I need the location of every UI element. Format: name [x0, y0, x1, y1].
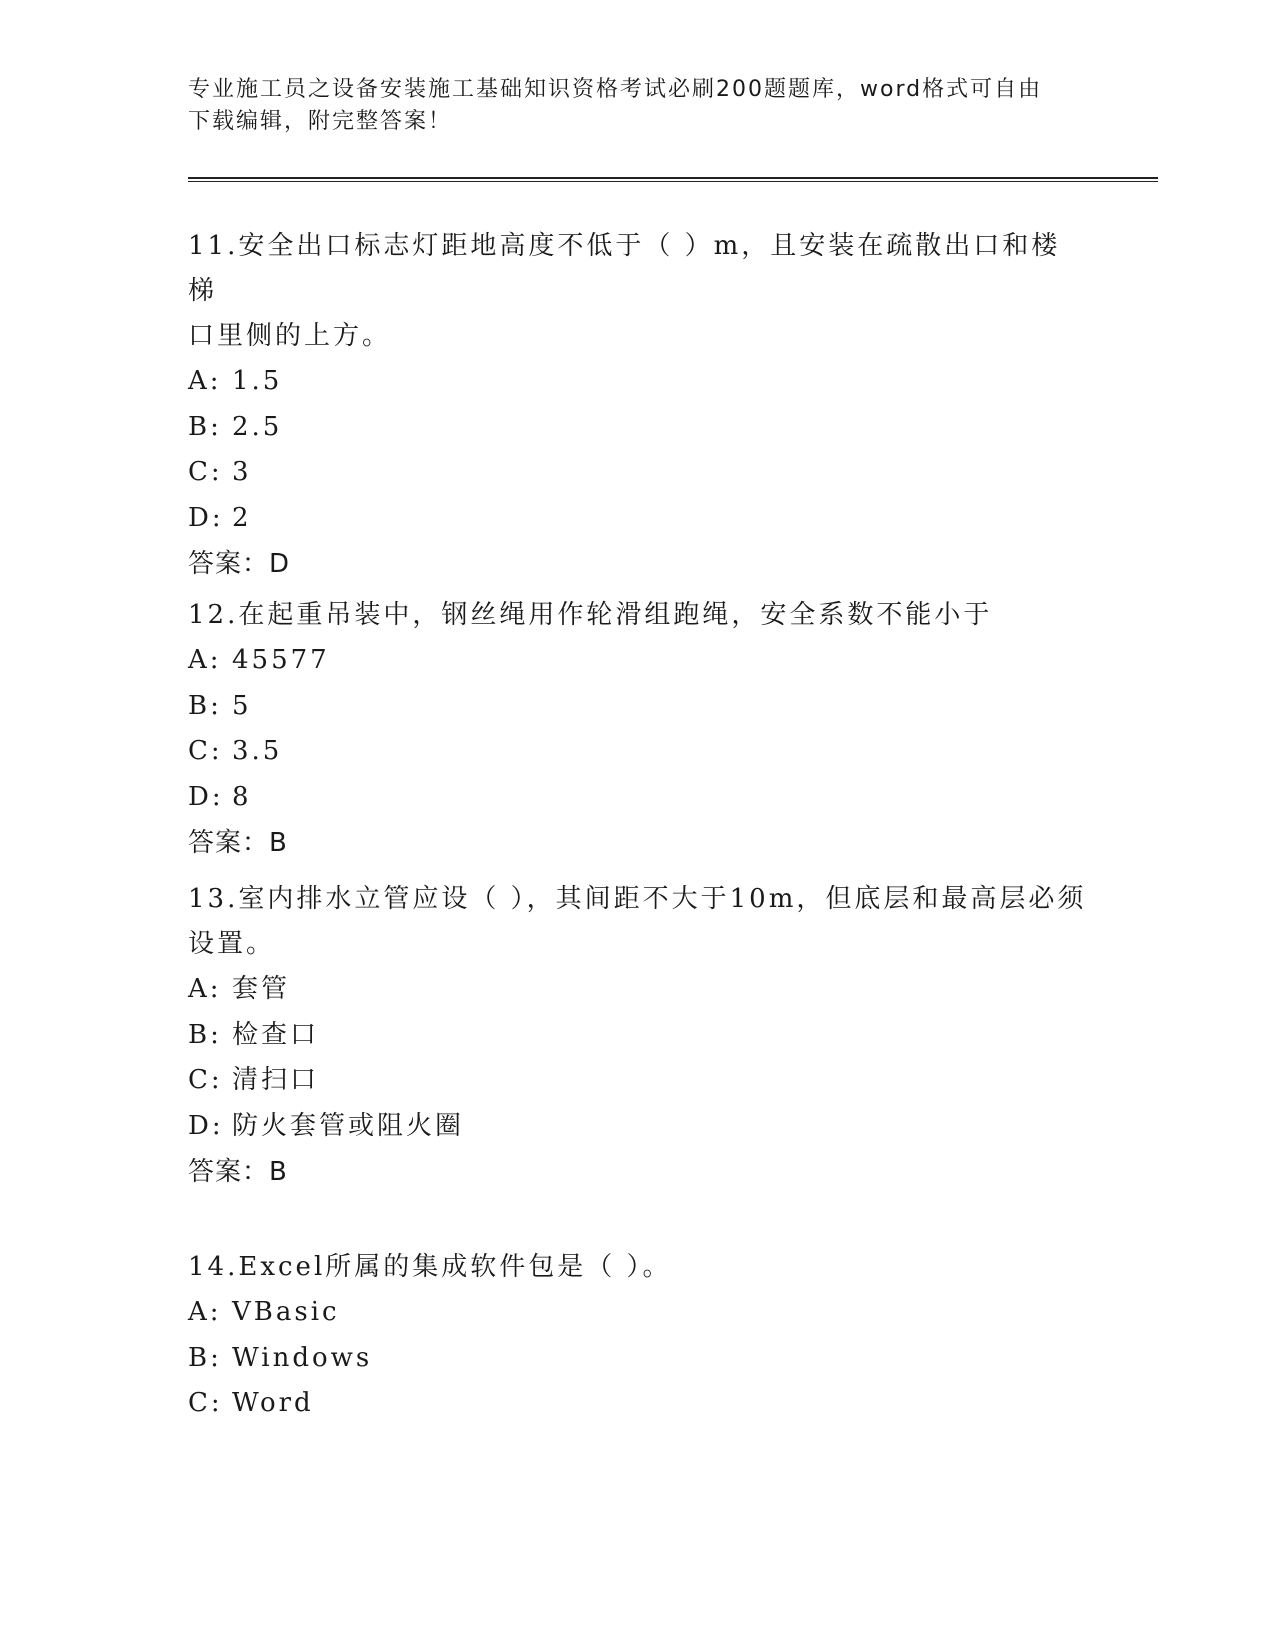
option-letter: B: — [188, 1342, 222, 1373]
option-letter: D: — [188, 1110, 224, 1141]
option-value: 5 — [232, 690, 252, 721]
option-letter: A: — [188, 645, 222, 675]
question-11 — [188, 224, 1088, 587]
option-value: 2.5 — [232, 411, 283, 442]
option-letter: D: — [188, 781, 224, 812]
option-b — [188, 405, 1088, 451]
option-letter: D: — [188, 502, 224, 533]
option-letter: C: — [188, 457, 223, 487]
question-12 — [188, 593, 1088, 866]
option-a — [188, 967, 1088, 1013]
question-13 — [188, 877, 1088, 1195]
option-value: Windows — [232, 1342, 373, 1373]
option-value: Word — [232, 1388, 314, 1418]
option-value: 8 — [232, 781, 252, 812]
option-value: 检查口 — [232, 1019, 320, 1050]
option-letter: C: — [188, 1065, 223, 1095]
answer-label: 答案：D — [188, 549, 291, 579]
option-a — [188, 638, 1088, 684]
option-b — [188, 1013, 1088, 1059]
option-value: VBasic — [232, 1297, 340, 1327]
question-text: 11.安全出口标志灯距地高度不低于（ ）m，且安装在疏散出口和楼梯 — [188, 231, 1061, 306]
option-value: 45577 — [232, 645, 330, 675]
option-c — [188, 450, 1088, 496]
header-line-2: 下载编辑，附完整答案！ — [188, 109, 453, 134]
header-line-1: 专业施工员之设备安装施工基础知识资格考试必刷200题题库，word格式可自由 — [188, 77, 1043, 102]
option-letter: A: — [188, 1297, 222, 1327]
answer-label: 答案：B — [188, 1157, 288, 1187]
document-header — [188, 74, 1088, 138]
option-letter: C: — [188, 736, 223, 766]
option-c — [188, 1381, 1088, 1427]
question-text-continued: 设置。 — [188, 929, 276, 959]
option-value: 套管 — [232, 974, 291, 1004]
option-d — [188, 496, 1088, 542]
header-divider — [188, 177, 1158, 182]
option-letter: A: — [188, 366, 222, 396]
question-text: 13.室内排水立管应设（ ），其间距不大于10m，但底层和最高层必须 — [188, 884, 1087, 914]
option-letter: B: — [188, 690, 222, 721]
option-letter: A: — [188, 974, 222, 1004]
option-d — [188, 1104, 1088, 1150]
option-d — [188, 775, 1088, 821]
answer-label: 答案：B — [188, 828, 288, 858]
option-value: 2 — [232, 502, 252, 533]
option-a — [188, 359, 1088, 405]
question-text: 14.Excel所属的集成软件包是（ ）。 — [188, 1252, 672, 1282]
question-14 — [188, 1245, 1088, 1427]
option-value: 清扫口 — [232, 1065, 320, 1095]
option-b — [188, 684, 1088, 730]
question-text-continued: 口里侧的上方。 — [188, 321, 392, 351]
option-value: 防火套管或阻火圈 — [232, 1110, 465, 1141]
option-a — [188, 1290, 1088, 1336]
option-b — [188, 1336, 1088, 1382]
option-value: 1.5 — [232, 366, 283, 396]
option-letter: C: — [188, 1388, 223, 1418]
option-c — [188, 1058, 1088, 1104]
option-letter: B: — [188, 411, 222, 442]
option-value: 3.5 — [232, 736, 283, 766]
option-letter: B: — [188, 1019, 222, 1050]
option-value: 3 — [232, 457, 252, 487]
question-text: 12.在起重吊装中，钢丝绳用作轮滑组跑绳，安全系数不能小于 — [188, 600, 993, 630]
option-c — [188, 729, 1088, 775]
